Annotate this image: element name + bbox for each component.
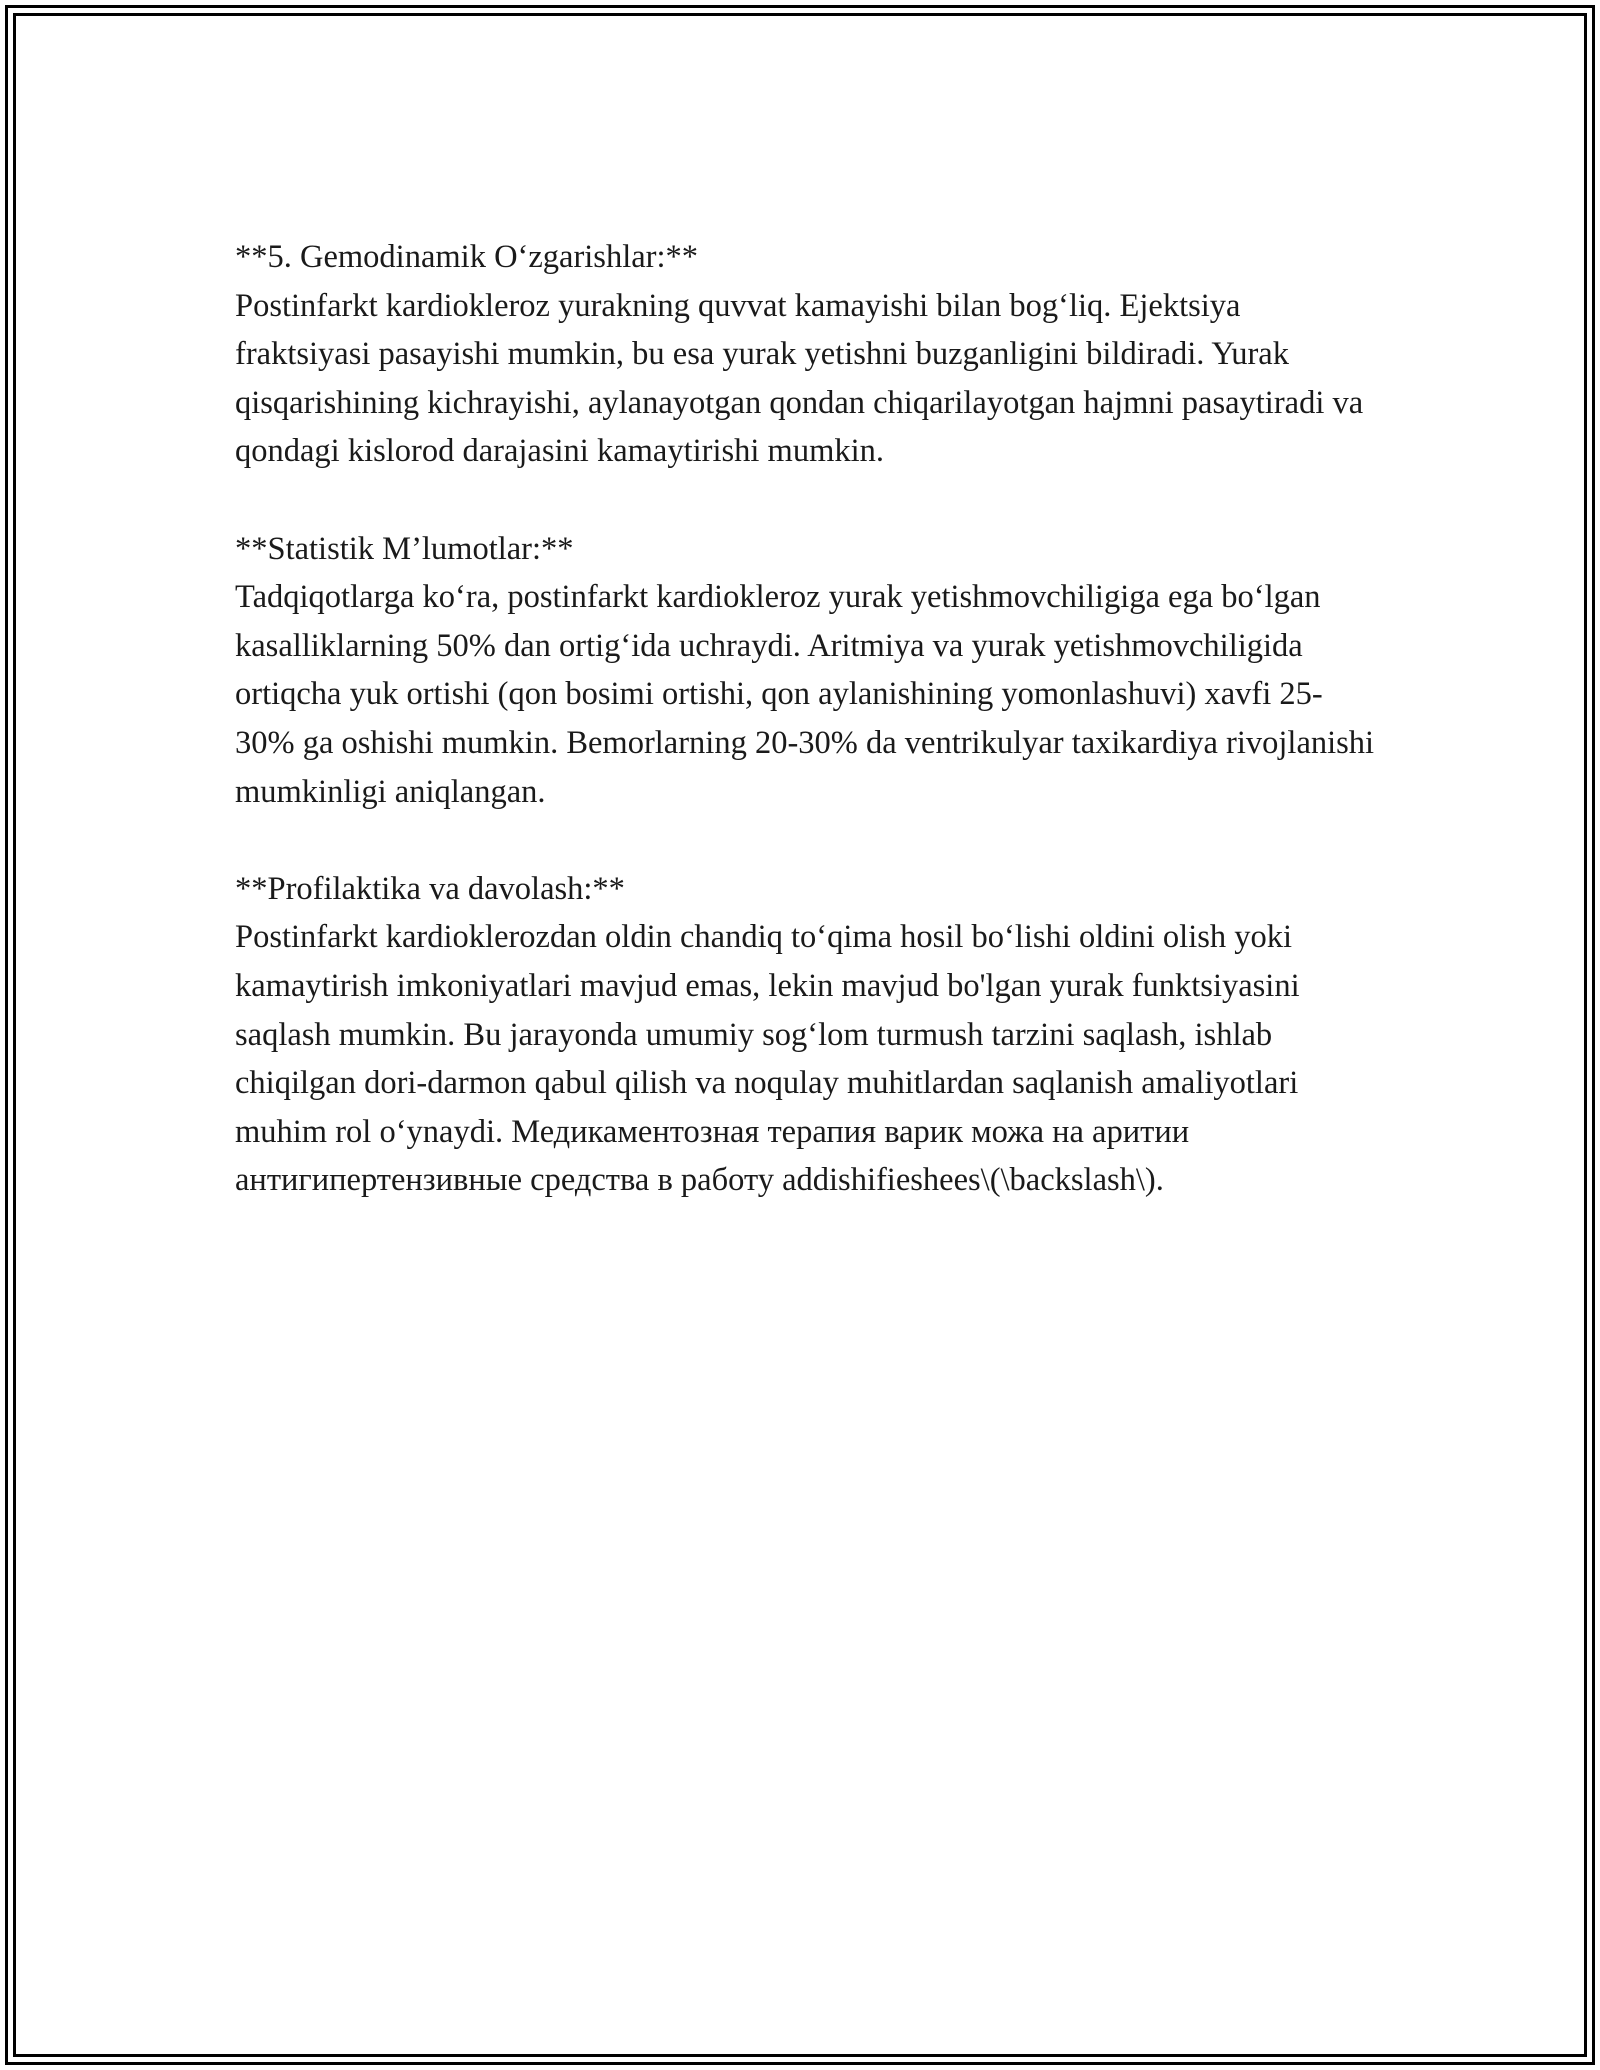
section-heading: **Profilaktika va davolash:** [235, 870, 625, 907]
section-heading: **5. Gemodinamik O‘zgarishlar:** [235, 239, 699, 275]
section-hemodynamic-changes [235, 233, 1375, 476]
section-heading: **Statistik M’lumotlar:** [235, 530, 574, 567]
section-statistics [235, 525, 1375, 817]
section-prevention-treatment [235, 865, 1375, 1205]
section-paragraph: Postinfarkt kardiokleroz yurakning quvvat kamayishi bilan bog‘liq. Ejektsiya fraktsiyasi pasayishi mumkin, bu esa yurak yetishni buzganligini bildiradi. Yurak qisqarishining kichrayishi, aylanayotgan qondan chiqarilayotgan hajmni pasaytiradi va qondagi kislorod darajasini kamaytirishi mumkin. [235, 287, 1364, 470]
section-paragraph: Tadqiqotlarga ko‘ra, postinfarkt kardiokleroz yurak yetishmovchiligiga ega bo‘lgan kasalliklarning 50% dan ortig‘ida uchraydi. Aritmiya va yurak yetishmovchiligida ortiqcha yuk ortishi (qon bosimi ortishi, qon aylanishining yomonlashuvi) xavfi 25-30% ga oshishi mumkin. Bemorlarning 20-30% da ventrikulyar taxikardiya rivojlanishi mumkinligi aniqlangan. [235, 579, 1375, 810]
section-paragraph: Postinfarkt kardioklerozdan oldin chandiq to‘qima hosil bo‘lishi oldini olish yoki kamaytirish imkoniyatlari mavjud emas, lekin mavjud bo'lgan yurak funktsiyasini saqlash mumkin. Bu jarayonda umumiy sog‘lom turmush tarzini saqlash, ishlab chiqilgan dori-darmon qabul qilish va noqulay muhitlardan saqlanish amaliyotlari muhim rol o‘ynaydi. Медикаментозная терапия варик можа на аритии антигипертензивные средства в работу addishifieshees\(\backslash\). [235, 919, 1300, 1199]
document-body [235, 233, 1375, 1253]
